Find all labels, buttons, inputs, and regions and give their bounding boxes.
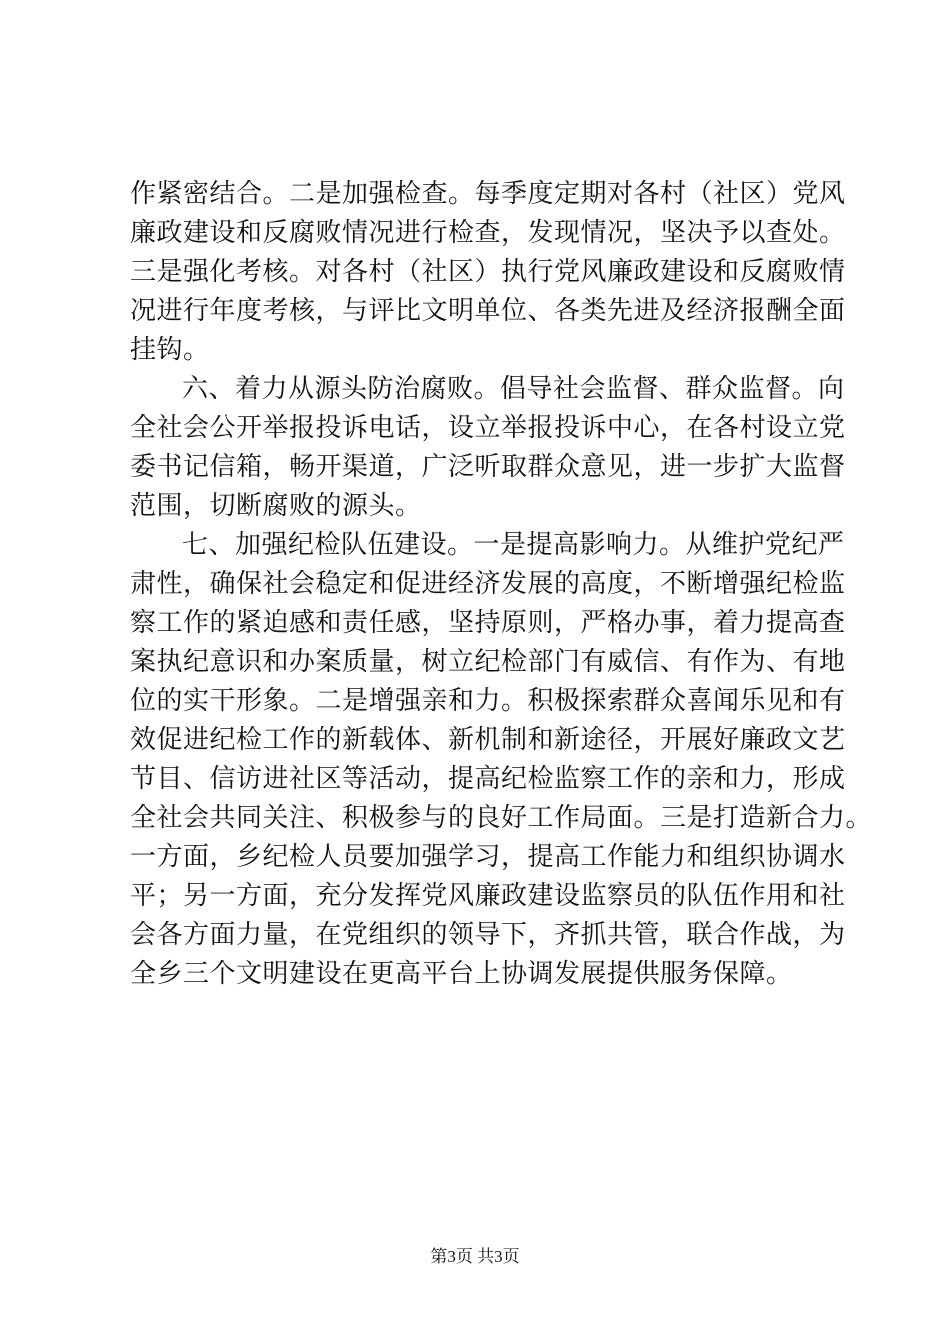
text-line: 全乡三个文明建设在更高平台上协调发展提供服务保障。 — [130, 959, 793, 989]
text-line: 全社会共同关注、积极参与的良好工作局面。三是打造新合力。 — [130, 803, 873, 833]
text-line: 况进行年度考核，与评比文明单位、各类先进及经济报酬全面 — [130, 296, 846, 326]
text-line: 挂钩。 — [130, 335, 210, 365]
text-line: 案执纪意识和办案质量，树立纪检部门有威信、有作为、有地 — [130, 647, 846, 677]
text-line: 廉政建设和反腐败情况进行检查，发现情况，坚决予以查处。 — [130, 218, 846, 248]
document-body — [130, 175, 873, 994]
text-line: 一方面，乡纪检人员要加强学习，提高工作能力和组织协调水 — [130, 842, 846, 872]
text-line: 平；另一方面，充分发挥党风廉政建设监察员的队伍作用和社 — [130, 881, 846, 911]
text-line: 察工作的紧迫感和责任感，坚持原则，严格办事，着力提高查 — [130, 608, 846, 638]
text-line: 会各方面力量，在党组织的领导下，齐抓共管，联合作战，为 — [130, 920, 846, 950]
text-line: 三是强化考核。对各村（社区）执行党风廉政建设和反腐败情 — [130, 257, 846, 287]
paragraph-start-line: 七、加强纪检队伍建设。一是提高影响力。从维护党纪严 — [182, 530, 845, 560]
text-line: 节目、信访进社区等活动，提高纪检监察工作的亲和力，形成 — [130, 764, 846, 794]
page-number-footer: 第3页 共3页 — [430, 1247, 520, 1266]
text-line: 委书记信箱，畅开渠道，广泛听取群众意见，进一步扩大监督 — [130, 452, 846, 482]
text-line: 范围，切断腐败的源头。 — [130, 491, 422, 521]
paragraph-start-line: 六、着力从源头防治腐败。倡导社会监督、群众监督。向 — [182, 374, 845, 404]
text-line: 作紧密结合。二是加强检查。每季度定期对各村（社区）党风 — [130, 179, 846, 209]
text-line: 全社会公开举报投诉电话，设立举报投诉中心，在各村设立党 — [130, 413, 846, 443]
text-line: 肃性，确保社会稳定和促进经济发展的高度，不断增强纪检监 — [130, 569, 846, 599]
text-line: 位的实干形象。二是增强亲和力。积极探索群众喜闻乐见和有 — [130, 686, 846, 716]
text-line: 效促进纪检工作的新载体、新机制和新途径，开展好廉政文艺 — [130, 725, 846, 755]
